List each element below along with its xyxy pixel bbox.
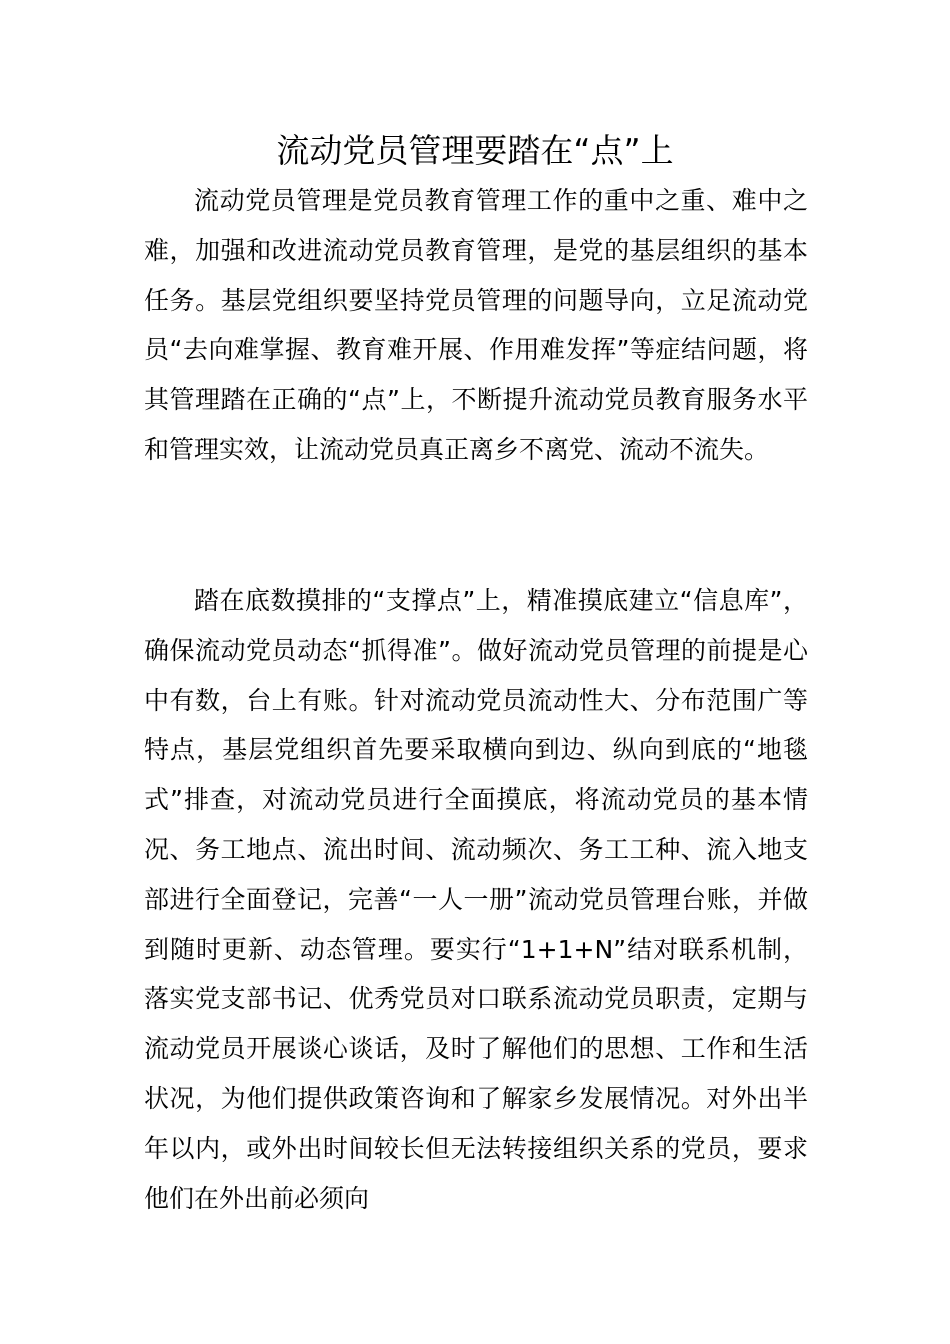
paragraph-intro: 流动党员管理是党员教育管理工作的重中之重、难中之难，加强和改进流动党员教育管理，是党的基层组织的基本任务。基层党组织要坚持党员管理的问题导向，立足流动党员“去向难掌握、教育难开展、作用难发挥”等症结问题，将其管理踏在正确的“点”上，不断提升流动党员教育服务水平和管理实效，让流动党员真正离乡不离党、流动不流失。	[144, 186, 808, 464]
paragraph-support-point: 踏在底数摸排的“支撑点”上，精准摸底建立“信息库”，确保流动党员动态“抓得准”。做好流动党员管理的前提是心中有数，台上有账。针对流动党员流动性大、分布范围广等特点，基层党组织首先要采取横向到边、纵向到底的“地毯式”排查，对流动党员进行全面摸底，将流动党员的基本情况、务工地点、流出时间、流动频次、务工工种、流入地支部进行全面登记，完善“一人一册”流动党员管理台账，并做到随时更新、动态管理。要实行“1+1+N”结对联系机制，落实党支部书记、优秀党员对口联系流动党员职责，定期与流动党员开展谈心谈话，及时了解他们的思想、工作和生活状况，为他们提供政策咨询和了解家乡发展情况。对外出半年以内，或外出时间较长但无法转接组织关系的党员，要求他们在外出前必须向	[144, 586, 808, 1213]
document-title: 流动党员管理要踏在“点”上	[276, 131, 674, 170]
